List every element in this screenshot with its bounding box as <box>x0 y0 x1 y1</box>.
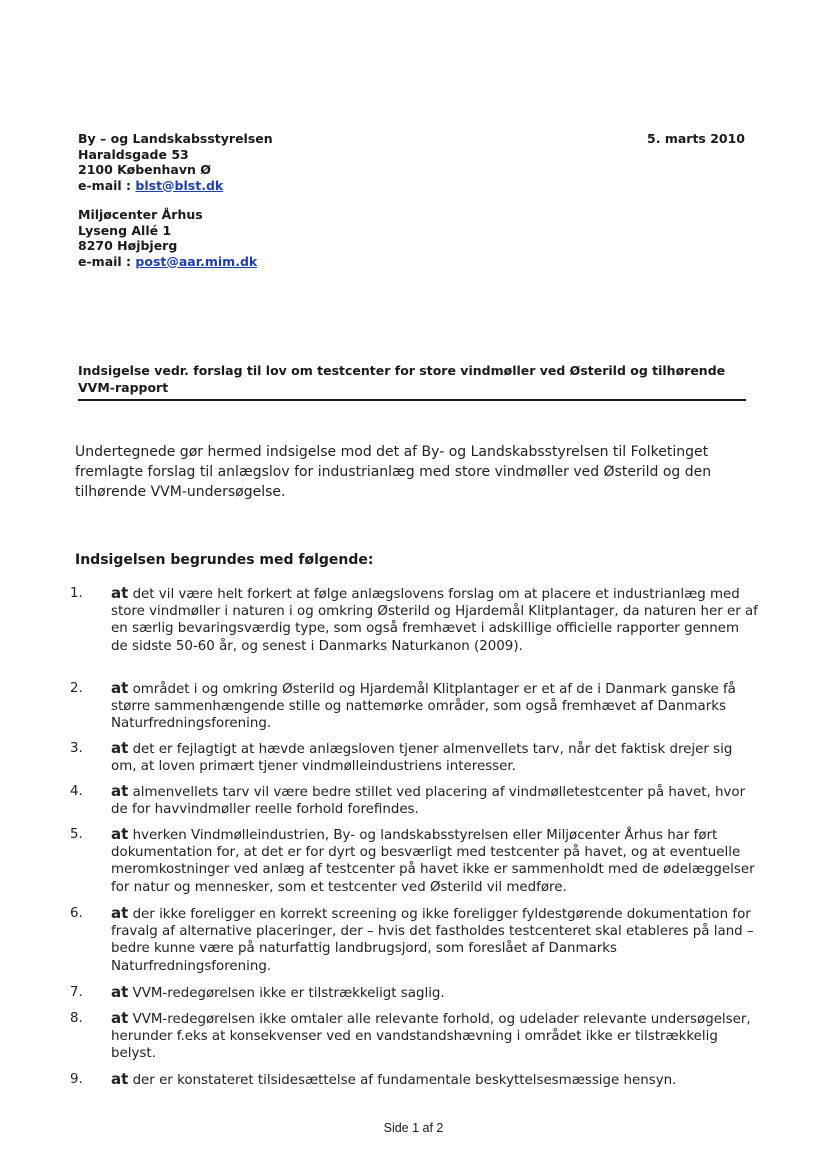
reason-lead: at <box>111 983 129 1001</box>
reason-text: VVM-redegørelsen ikke er tilstrækkeligt saglig. <box>132 986 445 1001</box>
recipient-email-row <box>78 178 273 194</box>
reason-text: området i og omkring Østerild og Hjardemål Klitplantager er et af de i Danmark ganske få større sammenhængende stille og nattemørke områder, som også fremhævet af Danmarks Naturfredningsforening. <box>111 682 736 732</box>
recipient-street: Lyseng Allé 1 <box>78 222 172 238</box>
page-footer: Side 1 af 2 <box>383 1121 444 1135</box>
recipient-address-1 <box>78 131 273 193</box>
recipient-street: Haraldsgade 53 <box>78 146 189 162</box>
reason-text: det vil være helt forkert at følge anlægslovens forslag om at placere et industrianlæg med store vindmøller i naturen i og omkring Østerild og Hjardemål Klitplantager, da naturen her er af en særlig bevaringsværdig type, som også fremhævet i adskillige officielle rapporter gennem de sidste 50-60 år, og senest i Danmarks Naturkanon (2009). <box>111 587 758 654</box>
recipient-city: 8270 Højbjerg <box>78 238 178 253</box>
reason-lead: at <box>111 782 129 800</box>
reason-number: 8. <box>70 1011 83 1026</box>
reason-text: der ikke foreligger en korrekt screening og ikke foreligger fyldestgørende dokumentation for fravalg af alternative placeringer, der – hvis det fastholdes testcenteret skal etableres på land – bedre kunne være på naturfattig landbrugsjord, som foreslået af Danmarks Naturfredningsforening. <box>111 907 754 974</box>
email-link[interactable]: post@aar.mim.dk <box>135 253 258 269</box>
reason-lead: at <box>111 584 129 602</box>
reason-text: almenvellets tarv vil være bedre stillet ved placering af vindmølletestcenter på havet, hvor de for havvindmøller reelle forhold forefindes. <box>111 785 746 818</box>
reason-number: 3. <box>70 741 83 756</box>
recipient-address-2 <box>78 207 257 269</box>
reason-number: 7. <box>70 985 83 1000</box>
reason-text: hverken Vindmølleindustrien, By- og landskabsstyrelsen eller Miljøcenter Århus har ført dokumentation for, at det er for dyrt og besværligt med testcenter på havet, og at eventuelle meromkostninger ved anlæg af testcenter på havet ikke er sammenholdt med de ødelæggelser for natur og mennesker, som et testcenter ved Østerild vil medføre. <box>111 828 755 895</box>
reason-lead: at <box>111 1009 129 1027</box>
reason-number: 2. <box>70 681 83 696</box>
reason-number: 1. <box>70 586 83 601</box>
reason-text: der er konstateret tilsidesættelse af fundamentale beskyttelsesmæssige hensyn. <box>132 1073 677 1088</box>
recipient-city: 2100 København Ø <box>78 162 211 177</box>
reason-lead: at <box>111 825 129 843</box>
reason-number: 6. <box>70 906 83 921</box>
reason-lead: at <box>111 904 129 922</box>
reason-number: 4. <box>70 784 83 799</box>
reason-number: 5. <box>70 827 83 842</box>
subject-heading: Indsigelse vedr. forslag til lov om testcenter for store vindmøller ved Østerild og tilhørende VVM-rapport <box>78 362 746 401</box>
recipient-name: By – og Landskabsstyrelsen <box>78 131 273 146</box>
reason-text: det er fejlagtigt at hævde anlægsloven tjener almenvellets tarv, når det faktisk drejer sig om, at loven primært tjener vindmølleindustriens interesser. <box>111 742 733 775</box>
reason-lead: at <box>111 1070 129 1088</box>
recipient-name: Miljøcenter Århus <box>78 207 203 222</box>
reason-lead: at <box>111 679 129 697</box>
reasons-heading: Indsigelsen begrundes med følgende: <box>75 552 374 568</box>
email-label: e-mail : <box>78 177 136 193</box>
letter-date: 5. marts 2010 <box>647 131 745 146</box>
intro-paragraph: Undertegnede gør hermed indsigelse mod det af By- og Landskabsstyrelsen til Folketinget fremlagte forslag til anlægslov for industrianlæg med store vindmøller ved Østerild og den tilhørende VVM-undersøgelse. <box>75 444 712 500</box>
email-link[interactable]: blst@blst.dk <box>135 177 224 193</box>
reason-lead: at <box>111 739 129 757</box>
reason-number: 9. <box>70 1072 83 1087</box>
reason-text: VVM-redegørelsen ikke omtaler alle relevante forhold, og udelader relevante undersøgelser, herunder f.eks at konsekvenser ved en vandstandshævning i området ikke er tilstrækkelig belyst. <box>111 1012 751 1062</box>
recipient-email-row <box>78 254 257 270</box>
email-label: e-mail : <box>78 253 136 269</box>
